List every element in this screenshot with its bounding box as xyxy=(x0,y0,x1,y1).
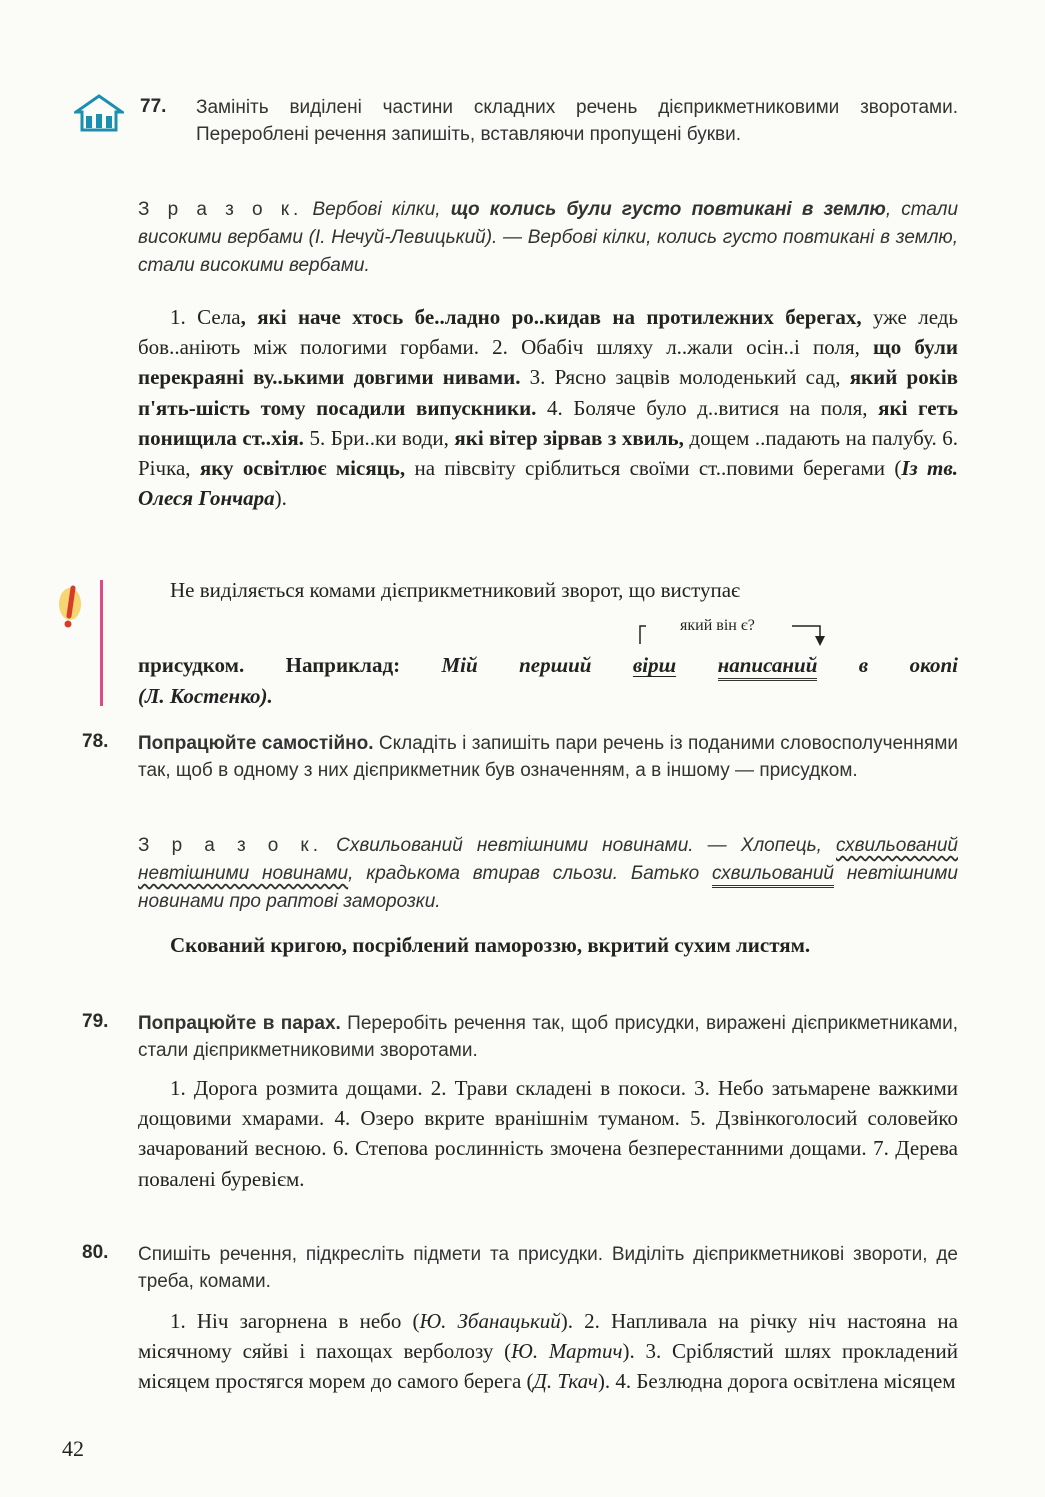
text-run: який років п'ять-шість тому посадили випускники. xyxy=(138,365,958,420)
exercise-78-task-text: Складіть і запишіть пари речень із поданими словосполученнями так, щоб в одному з них дієприкметник був означенням, а в іншому — присудком. xyxy=(138,733,958,781)
exercise-78-sample xyxy=(138,832,958,916)
exercise-79-text: 1. Дорога розмита дощами. 2. Трави складені в покоси. 3. Небо затьмарене важкими дощовими хмарами. 4. Озеро вкрите вранішнім туманом. 5. Дзвінкоголосий соловейко зачарований весною. 6. Степова рослинність змочена безперестанними дощами. 7. Дерева повалені буревієм. xyxy=(138,1076,958,1191)
sample-text-b: , крадькома втирав сльози. Батько xyxy=(348,863,712,884)
sample-text-a: Вербові кілки, xyxy=(312,199,451,220)
exercise-78-lead: Попрацюйте самостійно. xyxy=(138,733,374,754)
text-run: 3. Рясно зацвів молоденький сад, xyxy=(520,365,850,390)
exclamation-icon xyxy=(58,582,88,632)
rule-line-2 xyxy=(138,650,958,680)
exercise-79-number: 79. xyxy=(82,1011,109,1032)
text-run: Ю. Мартич xyxy=(511,1339,623,1364)
text-run: , які наче хтось бе..ладно ро..кидав на протилежних берегах, xyxy=(240,305,862,329)
rule-subject: вірш xyxy=(632,653,677,677)
rule-line-2-a: присудком. Наприклад: xyxy=(138,653,442,677)
text-run: 1. Села xyxy=(170,305,241,329)
sample-participle-phrase: схвильований невтішними новинами xyxy=(138,835,958,884)
page-number: 42 xyxy=(62,1436,84,1461)
rule-line-1: Не виділяється комами дієприкметниковий зворот, що виступає xyxy=(170,578,741,602)
exercise-79-task xyxy=(138,1010,958,1064)
exercise-78-text xyxy=(138,930,958,960)
exercise-77-task: Замініть виділені частини складних речень дієприкметниковими зворотами. Перероблені речення запишіть, вставляючи пропущені букви. xyxy=(196,97,958,145)
text-run: що були перекраяні ву..ькими довгими нивами. xyxy=(138,335,958,390)
rule-example-a: Мій перший xyxy=(441,653,633,677)
text-run: Д. Ткач xyxy=(533,1369,598,1394)
sample-text-bold: що колись були густо повтикані в землю xyxy=(450,199,886,220)
exercise-80-text xyxy=(138,1306,958,1397)
rule-question: який він є? xyxy=(680,617,755,634)
sample-text-c: невтішними новинами про раптові заморозки. xyxy=(138,863,958,912)
sample-text-a: Схвильований невтішними новинами. — Хлопець, xyxy=(322,835,836,856)
text-run: уже ледь бов..аніють між пологими горбами. 2. Обабіч шляху л..жали осін..і поля, xyxy=(138,305,958,360)
text-run: яку освітлює місяць, xyxy=(199,456,406,481)
sample-predicate: схвильований xyxy=(712,863,834,888)
rule-bar xyxy=(100,580,103,706)
text-run: 1. Ніч загорнена в небо ( xyxy=(170,1309,420,1333)
text-run: на півсвіту сріблиться своїми ст..повими берегами ( xyxy=(405,456,902,481)
exercise-79-task-text: Переробіть речення так, щоб присудки, виражені дієприкметниками, стали дієприкметниковими зворотами. xyxy=(138,1013,958,1061)
text-run: ). 4. Безлюдна дорога освітлена місяцем xyxy=(597,1369,956,1394)
sample-text-c: , стали високими вербами (І. Нечуй-Левицький). — Вербові кілки, колись густо повтикані в землю, стали високими вербами. xyxy=(138,199,959,276)
exercise-79-lead: Попрацюйте в парах. xyxy=(138,1013,341,1034)
rule-example-c: в окопі xyxy=(817,653,958,677)
sample-label: З р а з о к. xyxy=(138,835,323,856)
text-run: ). 3. Сріблястий шлях прокладений місяцем простягся морем до самого берега ( xyxy=(138,1339,958,1394)
text-run: 5. Бри..ки води, xyxy=(303,425,455,450)
rule-line-3 xyxy=(138,681,273,711)
text-run: які геть понищила ст..хія. xyxy=(138,395,958,450)
text-run: дощем ..падають на палубу. 6. Річка, xyxy=(138,425,958,481)
exercise-78-words: Скований кригою, посріблений памороззю, вкритий сухим листям. xyxy=(170,933,811,957)
text-run: ). xyxy=(274,486,287,511)
exercise-77-text xyxy=(138,302,958,513)
text-run: Ю. Збанацький xyxy=(419,1309,561,1333)
exercise-77-number: 77. xyxy=(140,96,167,117)
text-run: які вітер зірвав з хвиль, xyxy=(454,425,684,450)
text-run: Із тв. Олеся Гончара xyxy=(138,456,958,511)
exercise-80-number: 80. xyxy=(82,1242,109,1263)
text-run: 4. Боляче було д..витися на поля, xyxy=(536,395,879,420)
text-run: ). 2. Напливала на річку ніч настояна на місячному сяйві і пахощах верболозу ( xyxy=(138,1309,958,1364)
exercise-78-task xyxy=(138,730,958,784)
rule-predicate: написаний xyxy=(718,653,818,681)
sample-label: З р а з о к. xyxy=(138,199,303,220)
exercise-78-number: 78. xyxy=(82,731,109,752)
house-icon xyxy=(74,94,124,134)
rule-source: (Л. Костенко). xyxy=(138,684,273,708)
exercise-77-sample xyxy=(138,196,958,280)
exercise-80-task: Спишіть речення, підкресліть підмети та присудки. Виділіть дієприкметникові звороти, де треба, комами. xyxy=(138,1244,958,1292)
